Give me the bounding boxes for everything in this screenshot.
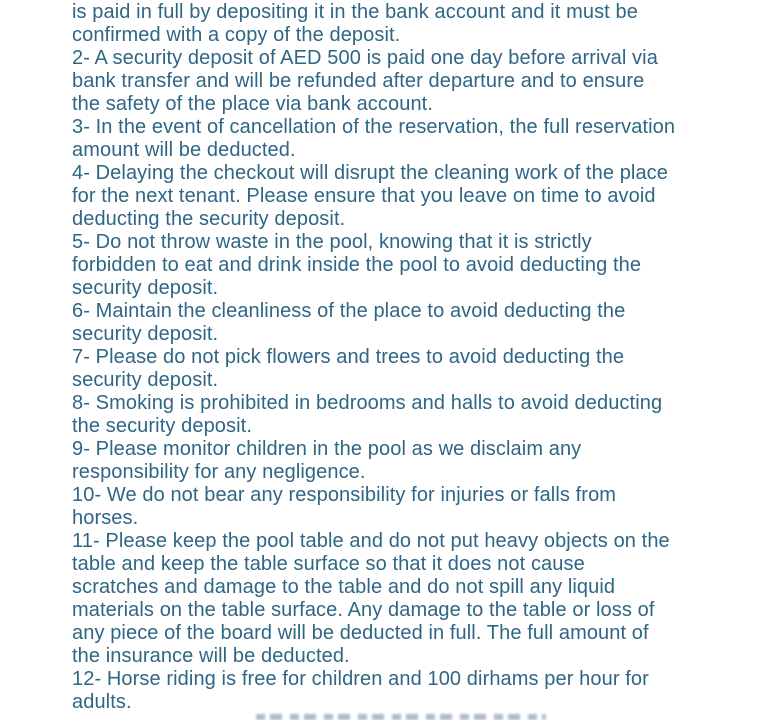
terms-line: the safety of the place via bank account. bbox=[72, 93, 433, 115]
terms-line: table and keep the table surface so that it does not cause bbox=[72, 553, 585, 575]
terms-line: 6- Maintain the cleanliness of the place to avoid deducting the bbox=[72, 300, 626, 322]
terms-line: is paid in full by depositing it in the bank account and it must be bbox=[72, 1, 638, 23]
terms-line: 12- Horse riding is free for children and 100 dirhams per hour for bbox=[72, 668, 649, 690]
terms-line: security deposit. bbox=[72, 369, 219, 391]
clipped-bottom-text-fragment bbox=[256, 714, 546, 720]
terms-line: 4- Delaying the checkout will disrupt the cleaning work of the place bbox=[72, 162, 669, 184]
terms-line: confirmed with a copy of the deposit. bbox=[72, 24, 401, 46]
terms-line: any piece of the board will be deducted in full. The full amount of bbox=[72, 622, 649, 644]
terms-line: adults. bbox=[72, 691, 132, 713]
terms-line: responsibility for any negligence. bbox=[72, 461, 366, 483]
terms-line: 7- Please do not pick flowers and trees to avoid deducting the bbox=[72, 346, 625, 368]
terms-line: deducting the security deposit. bbox=[72, 208, 346, 230]
terms-line: 9- Please monitor children in the pool as we disclaim any bbox=[72, 438, 582, 460]
terms-line: forbidden to eat and drink inside the pool to avoid deducting the bbox=[72, 254, 642, 276]
terms-line: scratches and damage to the table and do not spill any liquid bbox=[72, 576, 616, 598]
terms-line: 3- In the event of cancellation of the reservation, the full reservation bbox=[72, 116, 676, 138]
terms-line: 11- Please keep the pool table and do not put heavy objects on the bbox=[72, 530, 670, 552]
terms-line: the security deposit. bbox=[72, 415, 252, 437]
terms-line: 2- A security deposit of AED 500 is paid one day before arrival via bbox=[72, 47, 658, 69]
terms-line: materials on the table surface. Any damage to the table or loss of bbox=[72, 599, 655, 621]
terms-line: bank transfer and will be refunded after departure and to ensure bbox=[72, 70, 645, 92]
terms-text-block bbox=[72, 1, 762, 714]
terms-line: the insurance will be deducted. bbox=[72, 645, 350, 667]
terms-line: 10- We do not bear any responsibility for injuries or falls from bbox=[72, 484, 617, 506]
terms-line: security deposit. bbox=[72, 277, 219, 299]
terms-line: security deposit. bbox=[72, 323, 219, 345]
terms-line: amount will be deducted. bbox=[72, 139, 296, 161]
terms-line: 8- Smoking is prohibited in bedrooms and halls to avoid deducting bbox=[72, 392, 663, 414]
terms-line: 5- Do not throw waste in the pool, knowing that it is strictly bbox=[72, 231, 592, 253]
terms-line: for the next tenant. Please ensure that you leave on time to avoid bbox=[72, 185, 656, 207]
terms-line: horses. bbox=[72, 507, 139, 529]
